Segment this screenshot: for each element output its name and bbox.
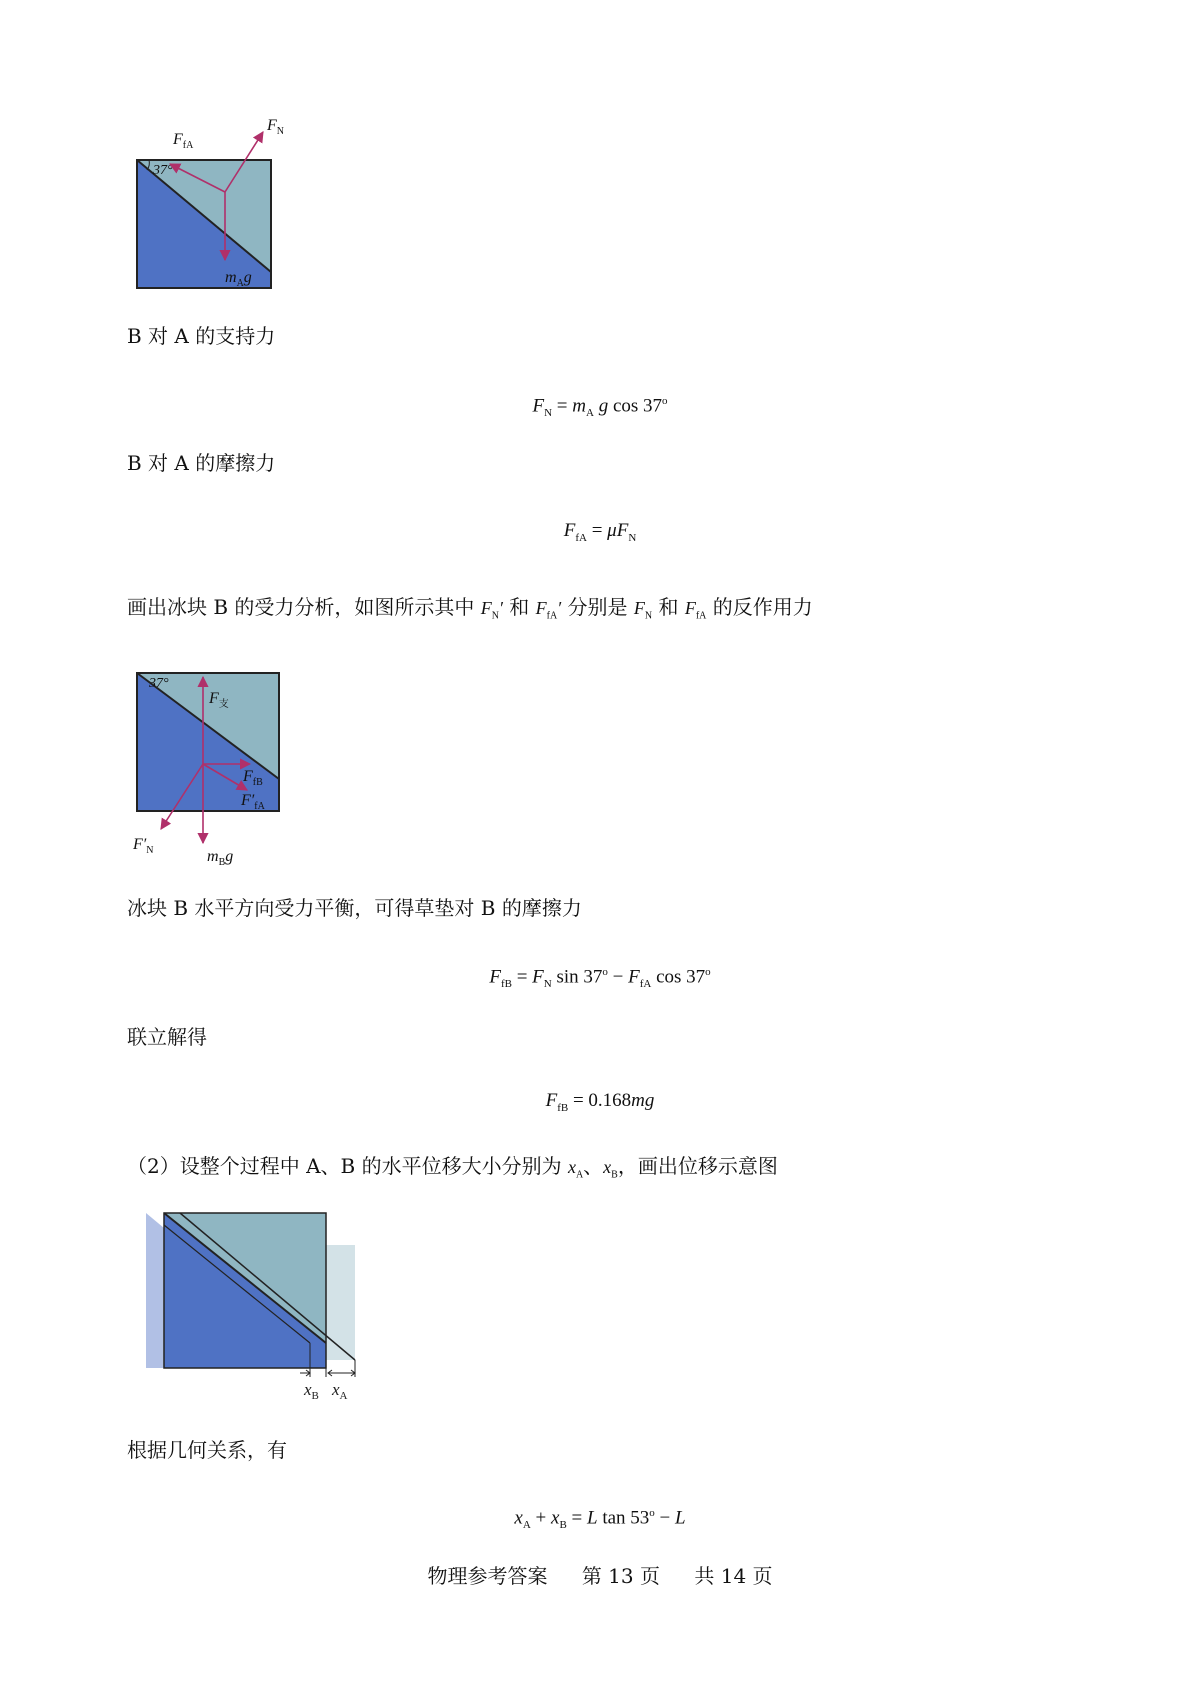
- text-horizontal-balance: 冰块 B 水平方向受力平衡，可得草垫对 B 的摩擦力: [127, 896, 582, 920]
- text-geometry: 根据几何关系，有: [127, 1438, 287, 1462]
- label-ffa: $F_{fA}$: [173, 131, 194, 151]
- figure-displacement: [138, 1205, 368, 1405]
- label-ffb: $F_{fB}$: [243, 768, 263, 788]
- footer-page: 第 13 页: [581, 1564, 660, 1588]
- label-fn-prime: $F'_N$: [133, 836, 154, 856]
- page-footer: [0, 1562, 1200, 1590]
- text-friction-force: B 对 A 的摩擦力: [127, 451, 276, 475]
- footer-subject: 物理参考答案: [427, 1564, 548, 1588]
- text-support-force: B 对 A 的支持力: [127, 324, 276, 348]
- footer-total: 共 14 页: [694, 1564, 773, 1588]
- label-ffa-prime: $F'_{fA}$: [241, 792, 265, 812]
- label-mag: $m_Ag$: [225, 269, 252, 289]
- label-fn: $F_N$: [267, 117, 285, 137]
- figure-block-a-forces: [125, 112, 295, 302]
- text-part-2: （2）设整个过程中 A、B 的水平位移大小分别为 $x_A$、$x_B$，画出位移示意图: [127, 1154, 778, 1181]
- angle-label: 37°: [153, 163, 173, 178]
- equation-displacement: $x_A + x_B = L$ $\tan 53^o - L$: [514, 1507, 686, 1532]
- equation-ffb: $F_{fB} = F_N$ $\sin 37^o - F_{fA}$ cos 37$^o$: [489, 966, 711, 991]
- label-xa: $x_A$: [332, 1380, 348, 1402]
- text-solve: 联立解得: [127, 1025, 207, 1049]
- equation-ffa: $F_{fA} = \mu F_N$: [563, 520, 637, 544]
- label-xb: $x_B$: [304, 1380, 319, 1402]
- equation-fn: $F_N = m_A$ g cos 37$^o$: [532, 395, 668, 420]
- text-force-analysis-b: 画出冰块 B 的受力分析，如图所示其中 $F_N'$ 和 $F_{fA}'$ 分别是 $F_N$ 和 $F_{fA}$ 的反作用力: [127, 595, 813, 622]
- angle-label: 37°: [149, 676, 169, 691]
- label-mbg: $m_Bg$: [207, 848, 234, 868]
- equation-ffb-result: $F_{fB} = 0.168mg$: [545, 1090, 655, 1114]
- label-f-support: $F_支$: [209, 690, 229, 710]
- figure-block-b-forces: [125, 665, 295, 875]
